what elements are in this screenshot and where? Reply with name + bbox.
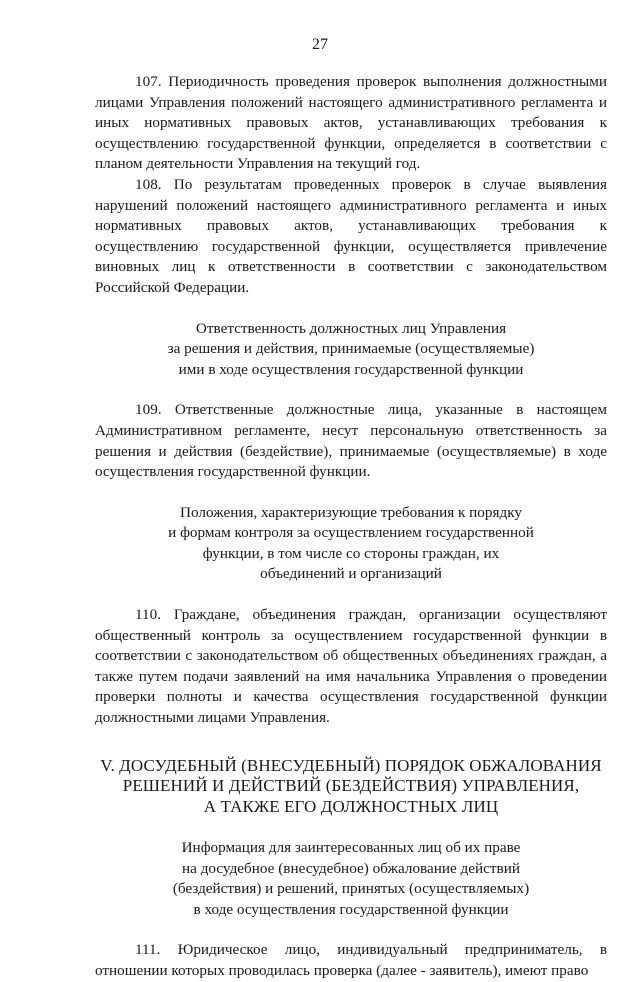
heading-responsibility [95, 319, 607, 381]
heading-line: функции, в том числе со стороны граждан, их [202, 544, 500, 562]
heading-line: объединений и организаций [260, 565, 442, 583]
heading-line: в ходе осуществления государственной функции [193, 900, 509, 918]
heading-appeal-info [95, 838, 607, 920]
heading-line: и формам контроля за осуществлением государственной [168, 524, 534, 542]
paragraph-110: 110. Граждане, объединения граждан, организации осуществляют общественный контроль за осуществлением государственной функции в соответствии с законодательством об общественных объединениях граждан, а также путем подачи заявлений на имя начальника Управления о проведении проверки полноты и качества осуществления государственной функции должностными лицами Управления. [95, 606, 607, 727]
heading-line: на досудебное (внесудебное) обжалование действий [182, 859, 520, 877]
heading-line: за решения и действия, принимаемые (осуществляемые) [167, 340, 535, 358]
paragraph-109: 109. Ответственные должностные лица, указанные в настоящем Административном регламенте, несут персональную ответственность за решения и действия (бездействие), принимаемые (осуществляемые) в ходе осуществления государственной функции. [95, 401, 607, 481]
paragraph-111: 111. Юридическое лицо, индивидуальный предприниматель, в отношении которых проводилась проверка (далее - заявитель), имеют право [95, 941, 607, 979]
heading-line: Ответственность должностных лиц Управления [195, 319, 507, 337]
heading-line: ими в ходе осуществления государственной функции [178, 360, 524, 378]
section-heading-line: V. ДОСУДЕБНЫЙ (ВНЕСУДЕБНЫЙ) ПОРЯДОК ОБЖАЛОВАНИЯ [100, 755, 602, 775]
page-content [95, 72, 607, 982]
section-v-heading [95, 756, 607, 818]
section-heading-line: А ТАКЖЕ ЕГО ДОЛЖНОСТНЫХ ЛИЦ [203, 797, 499, 817]
page-number: 27 [312, 36, 328, 53]
heading-line: Положения, характеризующие требования к порядку [180, 503, 522, 521]
heading-line: (бездействия) и решений, принятых (осуществляемых) [172, 880, 530, 898]
section-heading-line: РЕШЕНИЙ И ДЕЙСТВИЙ (БЕЗДЕЙСТВИЯ) УПРАВЛЕНИЯ, [122, 776, 580, 796]
heading-line: Информация для заинтересованных лиц об их праве [181, 839, 521, 857]
heading-control-requirements [95, 503, 607, 585]
paragraph-108: 108. По результатам проведенных проверок в случае выявления нарушений положений настоящего административного регламента и иных нормативных правовых актов, устанавливающих требования к осуществлению государственной функции, осуществляется привлечение виновных лиц к ответственности в соответствии с законодательством Российской Федерации. [95, 175, 607, 296]
paragraph-107: 107. Периодичность проведения проверок выполнения должностными лицами Управления положений настоящего административного регламента и иных нормативных правовых актов, устанавливающих требования к осуществлению государственной функции, определяется в соответствии с планом деятельности Управления на текущий год. [95, 73, 607, 173]
